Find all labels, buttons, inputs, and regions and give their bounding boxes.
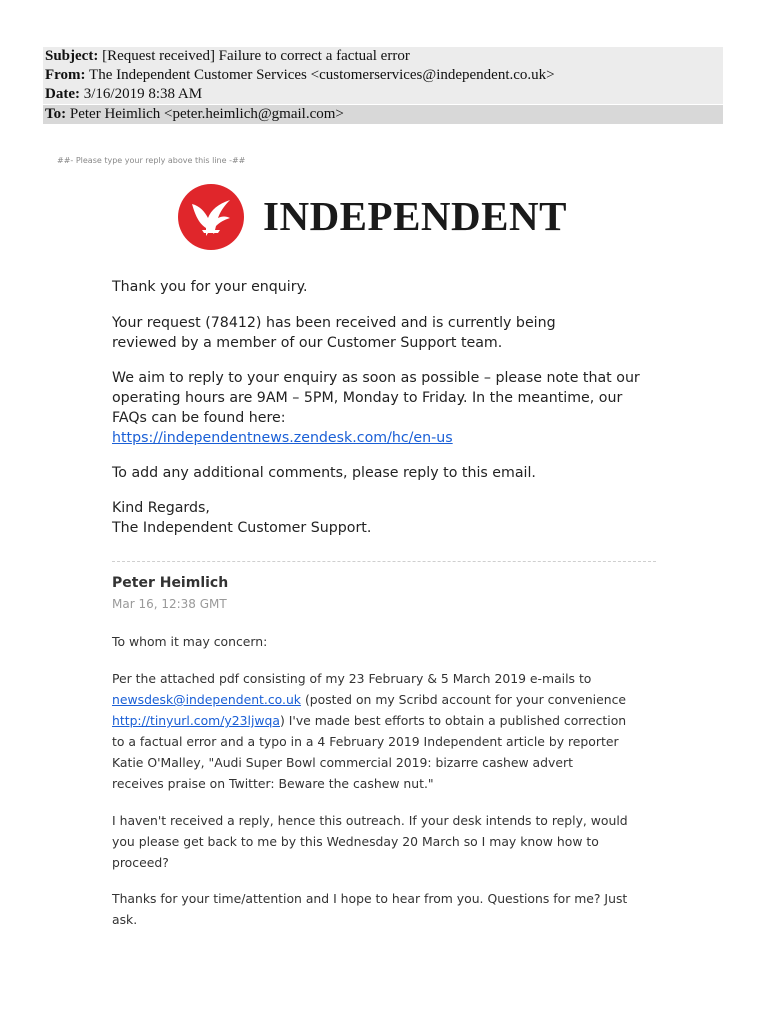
from-label: From: — [45, 67, 86, 83]
date-value: 3/16/2019 8:38 AM — [83, 86, 203, 102]
tinyurl-link[interactable]: http://tinyurl.com/y23ljwqa — [112, 713, 280, 728]
subject-value: [Request received] Failure to correct a factual error — [102, 48, 410, 64]
subject-row — [43, 47, 723, 66]
eagle-logo-icon — [178, 184, 244, 250]
body-hours — [112, 368, 657, 448]
quoted-paragraph-1 — [112, 668, 627, 794]
quoted-salutation: To whom it may concern: — [112, 634, 268, 649]
quoted-p1-text-c: ) I've made best efforts to obtain a published correction to a factual error and a typo in a 4 February 2019 Independent article by reporter Katie O'Malley, "Audi Super Bowl commercial 2019: bizarre cashew advert receives praise on Twitter: Beware the cashew nut." — [112, 713, 627, 791]
divider — [112, 561, 656, 562]
date-label: Date: — [45, 86, 80, 102]
subject-label: Subject: — [45, 48, 99, 64]
body-request: Your request (78412) has been received and is currently being reviewed by a member of our Customer Support team. — [112, 315, 556, 351]
quoted-paragraph-2: I haven't received a reply, hence this outreach. If your desk intends to reply, would you please get back to me by this Wednesday 20 March so I may know how to proceed? — [112, 813, 628, 870]
to-value: Peter Heimlich <peter.heimlich@gmail.com> — [69, 106, 344, 122]
quoted-p1-text-b: (posted on my Scribd account for your convenience — [304, 692, 627, 707]
newsdesk-email-link[interactable]: newsdesk@independent.co.uk — [112, 692, 301, 707]
body-hours-text: We aim to reply to your enquiry as soon as possible – please note that our operating hours are 9AM – 5PM, Monday to Friday. In the meantime, our FAQs can be found here: — [112, 370, 640, 426]
body-comments: To add any additional comments, please reply to this email. — [112, 465, 536, 481]
from-row — [43, 66, 723, 85]
to-row — [43, 105, 723, 124]
signature-line-2: The Independent Customer Support. — [112, 520, 372, 536]
quoted-author: Peter Heimlich — [112, 575, 229, 591]
quoted-p1-text-a: Per the attached pdf consisting of my 23 February & 5 March 2019 e-mails to — [112, 671, 592, 686]
reply-above-line: ##- Please type your reply above this line -## — [57, 156, 246, 165]
quoted-date: Mar 16, 12:38 GMT — [112, 597, 227, 611]
from-value: The Independent Customer Services <customerservices@independent.co.uk> — [89, 67, 555, 83]
body-greeting: Thank you for your enquiry. — [112, 279, 308, 295]
date-row — [43, 85, 723, 104]
signature-line-1: Kind Regards, — [112, 500, 210, 516]
independent-logo — [178, 184, 598, 258]
faq-link[interactable]: https://independentnews.zendesk.com/hc/en-us — [112, 430, 453, 446]
to-label: To: — [45, 106, 67, 122]
quoted-paragraph-3: Thanks for your time/attention and I hope to hear from you. Questions for me? Just ask. — [112, 891, 628, 927]
logo-wordmark: INDEPENDENT — [263, 193, 567, 239]
